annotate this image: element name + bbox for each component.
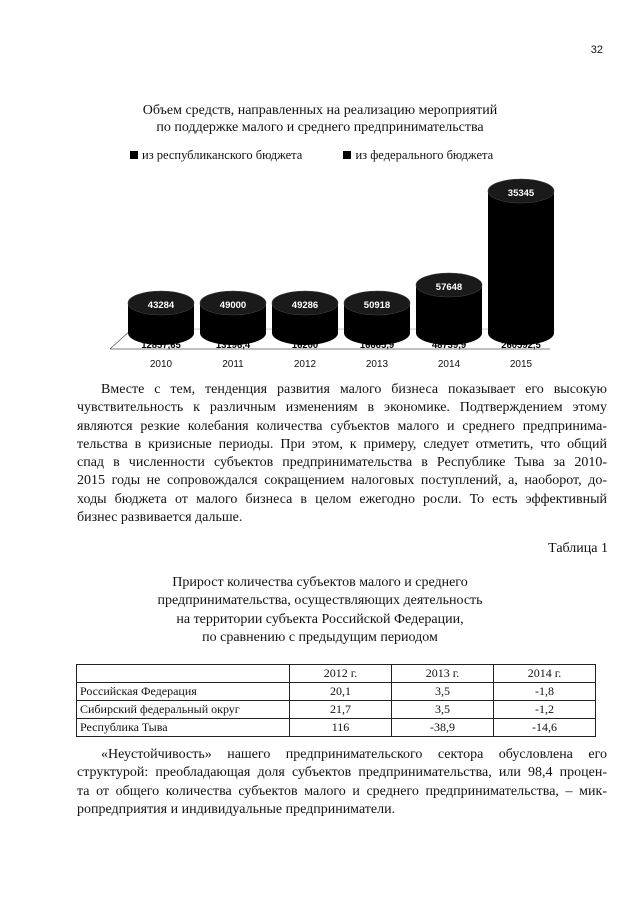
chart-legend [130,148,531,163]
data-label-republican: 16665,9 [359,340,395,351]
legend-swatch-federal [343,151,351,159]
paragraph-1 [77,381,607,527]
paragraph-2 [77,746,607,819]
data-label-federal: 43284 [147,300,175,311]
legend-label-republican: из республиканского бюджета [142,148,303,162]
bar-2015 [488,191,554,333]
table-caption: Таблица 1 [548,541,608,556]
table-title-line: Прирост количества субъектов малого и среднего [172,575,468,590]
table-cell: 21,7 [290,701,392,719]
legend-item-federal [343,148,493,163]
para1-line: Вместе с тем, тенденция развития малого бизнеса показывает его высокую [101,382,607,397]
table-row [77,719,596,737]
table-cell: 116 [290,719,392,737]
table-cell: -1,2 [494,701,596,719]
table-cell-region: Российская Федерация [77,683,290,701]
table-cell: -14,6 [494,719,596,737]
table-cell: 20,1 [290,683,392,701]
data-label-republican: 260592,5 [501,340,541,351]
table-title-line: по сравнению с предыдущим периодом [202,629,438,645]
table-cell: -38,9 [392,719,494,737]
data-label-republican: 16200 [291,340,319,351]
para2-line: та от общего количества субъектов малого и среднего предпринимательства, – мик- [77,783,607,799]
category-label: 2014 [437,359,461,370]
budget-bar-chart [110,175,560,375]
data-label-republican: 48739,9 [431,340,467,351]
para1-line: бизнес развивается дальше. [77,510,243,526]
table-title-line: на территории субъекта Российской Федерации, [176,611,464,627]
chart-title-line-2: по поддержке малого и среднего предпринимательства [156,120,484,135]
chart-title [0,102,640,136]
table-header-cell: 2012 г. [290,665,392,683]
category-label: 2015 [509,359,533,370]
data-table [76,664,596,737]
table-title-line: предпринимательства, осуществляющих деятельность [157,593,483,609]
para2-line: «Неустойчивость» нашего предпринимательского сектора обусловлена его [101,747,607,762]
table-header-cell [77,665,290,683]
table-header-cell: 2014 г. [494,665,596,683]
para1-line: спад в численности субъектов предпринимательства в Республике Тыва за 2010- [77,455,607,471]
data-label-federal: 50918 [363,300,391,311]
table-cell: 3,5 [392,701,494,719]
data-label-republican: 13196,4 [215,340,251,351]
legend-label-federal: из федерального бюджета [355,148,494,162]
data-label-federal: 35345 [507,188,535,199]
data-label-republican: 12857,65 [141,340,181,351]
table-header-row [77,665,596,683]
table-row [77,701,596,719]
table-cell-region: Сибирский федеральный округ [77,701,290,719]
data-label-federal: 49000 [219,300,247,311]
table-title [0,574,640,647]
table-cell-region: Республика Тыва [77,719,290,737]
para2-line: структурой: преобладающая доля субъектов предпринимательства, или 98,4 процен- [77,765,607,781]
para1-line: чувствительность к различным изменениям в экономике. Подтверждением этому [77,400,607,416]
para2-line: ропредприятия и индивидуальные предприниматели. [77,801,396,817]
category-label: 2010 [149,359,173,370]
data-label-federal: 49286 [291,300,319,311]
table-cell: 3,5 [392,683,494,701]
para1-line: 2015 годы не сопровождался сокращением налоговых поступлений, а, наоборот, до- [77,473,607,489]
legend-item-republican [130,148,302,163]
chart-title-line-1: Объем средств, направленных на реализацию мероприятий [142,103,498,118]
category-label: 2012 [293,359,317,370]
para1-line: являются резкие колебания количества субъектов малого и среднего предпринима- [77,418,607,434]
category-label: 2013 [365,359,389,370]
legend-swatch-republican [130,151,138,159]
para1-line: ходы бюджета от малого бизнеса в целом ежегодно росли. То есть эффективный [77,491,607,507]
table-header-cell: 2013 г. [392,665,494,683]
table-cell: -1,8 [494,683,596,701]
table-row [77,683,596,701]
para1-line: тельства в кризисные периоды. При этом, к примеру, следует отметить, что общий [77,436,607,452]
category-label: 2011 [222,359,244,370]
page-number: 32 [590,44,603,56]
data-label-federal: 57648 [435,282,463,293]
